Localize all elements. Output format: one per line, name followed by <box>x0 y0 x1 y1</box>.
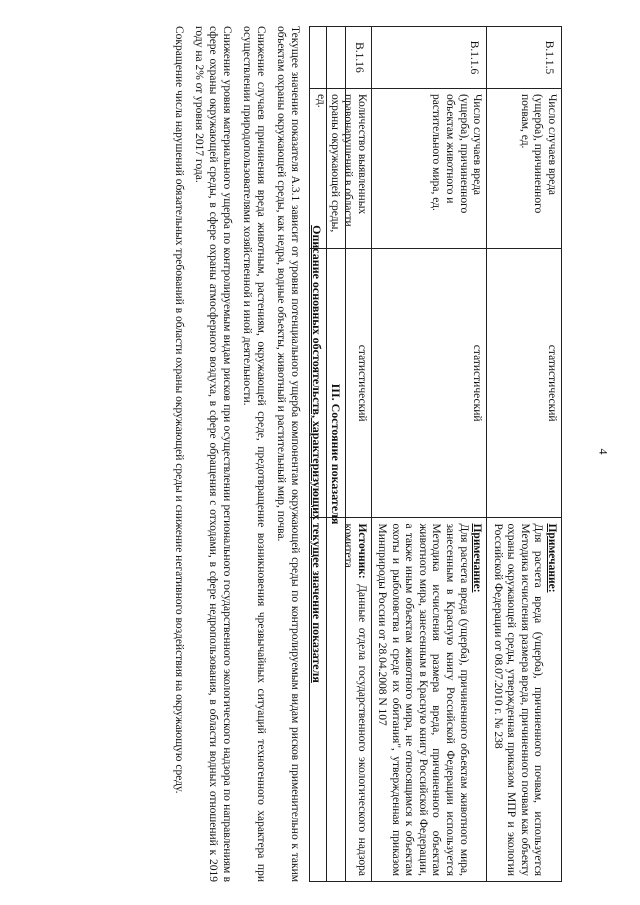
paragraph: Снижение уровня материального ущерба по контролируемым видам рисков при осуществлении регионального государственного экологического надзора по направлениям в сфере охраны окружающей среды, в сфере охраны атмосферного воздуха, в сфере обращения с отходами, в сфере недропользования, в области водных отношений к 2019 году на 2% от уровня 2017 года. <box>192 26 233 882</box>
table-row <box>487 27 562 882</box>
note-text: Для расчета вреда (ущерба), причиненного почвам, используется Методика исчисления размера вреда, причиненного почвам как объекту охраны окружающей среды, утвержденная приказом МПР и экологии Российской Федерации от 08.07.2010 г. № 238 <box>491 523 545 876</box>
indicator-code: B.1.1.6 <box>371 27 487 89</box>
indicator-type: статистический <box>310 248 371 518</box>
indicator-code: B.1.1.5 <box>487 27 562 89</box>
rotated-page-content <box>54 26 562 882</box>
indicator-name: Количество выявленных правонарушений в области охраны окружающей среды, ед. <box>310 88 371 248</box>
paragraph: Снижение случаев причинения вреда животным, растениям, окружающей среде, предотвращение возникновения чрезвычайных ситуаций техногенного характера при осуществлении природопользователями хозяйственной и иной деятельности. <box>240 26 267 882</box>
table-row <box>371 27 487 882</box>
paragraph: Текущее значение показателя А.3.1 зависит от уровня потенциального ущерба компонентам окружающей среды по контролируемым видам рисков применительно к таким объектам охраны окружающей среды, как недра, водные объекты, животный и растительный мир, почва. <box>274 26 301 882</box>
description-title: Описание основных обстоятельств, характеризующих текущее значение показателя <box>310 225 324 683</box>
note-label: Примечание: <box>546 523 558 593</box>
indicator-type: статистический <box>371 248 487 518</box>
page-number: 4 <box>596 448 611 455</box>
note-text: Для расчета вреда (ущерба), причиненного объектам животного мира, занесенным в Красную книгу Российской Федерации используется Методика исчисления размера вреда, причиненного объектам животного мира, занесенным в Красную книгу Российской Федерации, а также иным объектам животного мира, не относящимся к объектам охоты и рыболовства и среде их обитания", утвержденная приказом Минприроды России от 28.04.2008 N 107 <box>376 523 470 876</box>
source-text: Данные отдела государственного экологического надзора комитета <box>342 523 368 876</box>
indicators-table <box>309 26 562 882</box>
indicator-type: статистический <box>487 248 562 518</box>
indicator-note <box>487 518 562 882</box>
indicator-note <box>371 518 487 882</box>
indicator-name: Число случаев вреда (ущерба), причиненного объектам животного и растительного мира, ед. <box>371 88 487 248</box>
indicator-code: B.1.16 <box>310 27 371 89</box>
paragraph: Сокращение числа нарушений обязательных требований в области охраны окружающей среды и снижение негативного воздействия на окружающую среду. <box>172 26 185 794</box>
indicator-name: Число случаев вреда (ущерба), причиненного почвам, ед. <box>487 88 562 248</box>
description-body <box>166 26 302 882</box>
section-title: III. Состояние показателя <box>326 26 346 882</box>
source-label: Источник: <box>355 523 368 579</box>
note-label: Примечание: <box>471 523 484 593</box>
